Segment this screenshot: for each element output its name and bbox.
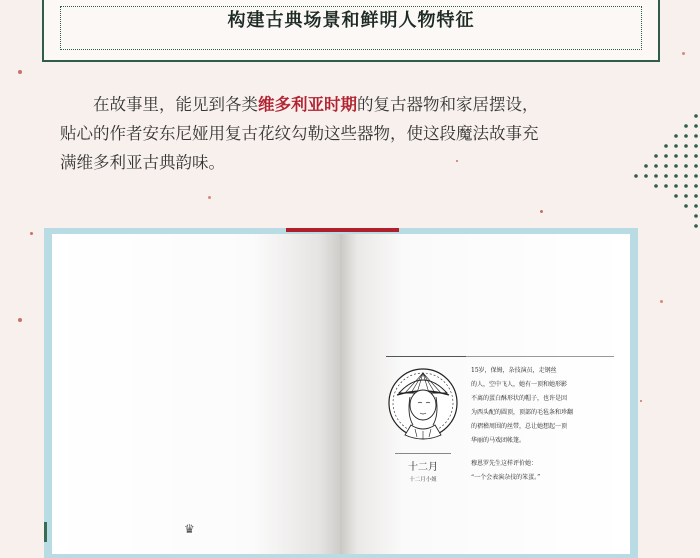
intro-paragraph xyxy=(60,90,620,177)
background-speckle xyxy=(540,210,543,213)
title-banner xyxy=(42,0,660,62)
background-speckle xyxy=(30,232,33,235)
background-speckle xyxy=(208,196,211,199)
description-line: 华丽的马戏团帐篷。 xyxy=(471,437,526,444)
book-bookmark-edge xyxy=(44,522,47,542)
character-description xyxy=(471,364,631,448)
book-red-accent xyxy=(286,228,399,232)
description-line: 的人，空中飞人，她有一顶和她形影 xyxy=(471,381,568,388)
crown-ornament-icon: ♛ xyxy=(184,522,195,536)
description-line: 的褶稽周围的丝带，总让她想起一顶 xyxy=(471,423,568,430)
intro-line-2: 贴心的作者安东尼娅用复古花纹勾勒这些器物，使这段魔法故事充 xyxy=(60,124,539,143)
portrait-illustration-icon xyxy=(385,363,461,449)
book-left-page xyxy=(52,234,340,554)
intro-text-part2: 的复古器物和家居摆设， xyxy=(357,95,539,114)
page-top-rule-right xyxy=(466,356,614,357)
quote-text: “一个会表演杂技的笨蛋。” xyxy=(471,474,541,481)
background-speckle xyxy=(18,318,22,322)
description-line: 为西头配的圆顶，顶部的毛毡条和珍翻 xyxy=(471,409,574,416)
intro-text-part1: 在故事里，能见到各类 xyxy=(93,95,258,114)
dot-pattern-decoration xyxy=(630,112,700,237)
month-subtitle: 十二月小姐 xyxy=(409,477,437,483)
description-line: 不离的蛋白酥形状的帽子，也许是因 xyxy=(471,395,568,402)
intro-highlight: 维多利亚时期 xyxy=(258,95,357,114)
intro-line-3: 满维多利亚古典韵味。 xyxy=(60,153,225,172)
quote-intro: 穆恩罗先生这样评价她： xyxy=(471,460,538,467)
page-top-rule xyxy=(386,356,466,357)
background-speckle xyxy=(682,52,685,55)
banner-title: 构建古典场景和鲜明人物特征 xyxy=(227,10,475,31)
background-speckle xyxy=(640,400,642,402)
description-line: 15岁，保姆，杂技演员，走钢丝 xyxy=(471,367,557,374)
background-speckle xyxy=(660,300,663,303)
month-divider xyxy=(395,453,451,454)
background-speckle xyxy=(18,70,22,74)
month-title: 十二月 xyxy=(408,462,438,473)
intro-line-1 xyxy=(60,90,620,119)
